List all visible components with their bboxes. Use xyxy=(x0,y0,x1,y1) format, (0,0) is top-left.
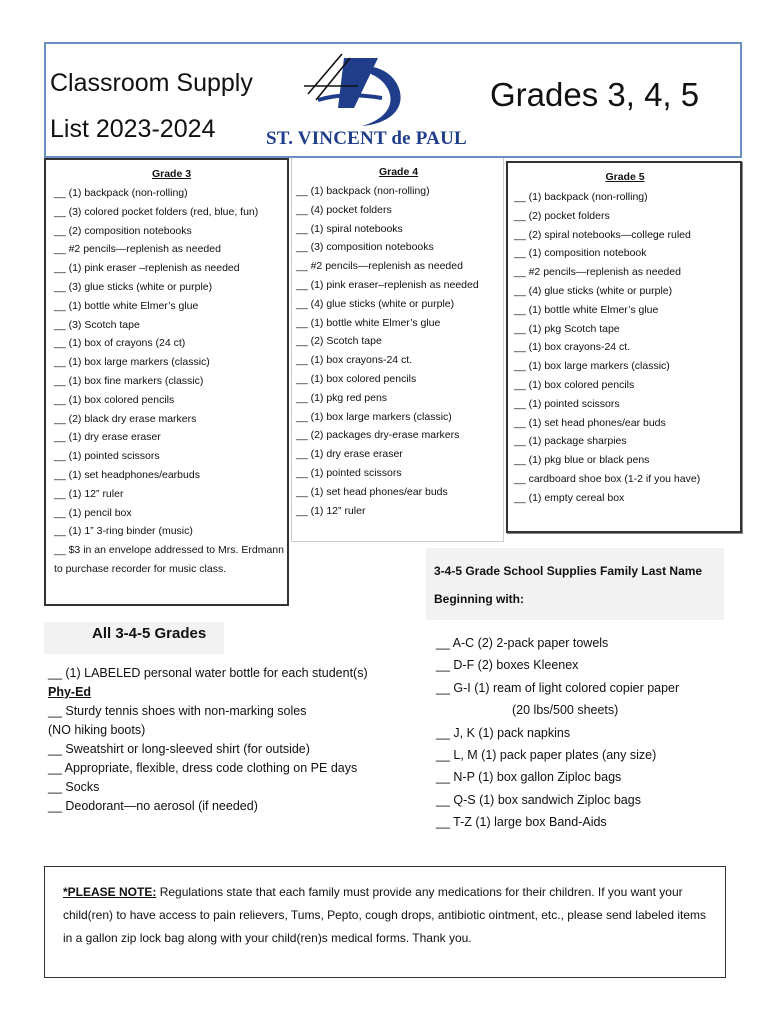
list-item: __ (1) box colored pencils xyxy=(514,378,635,391)
list-item: __ (1) box large markers (classic) xyxy=(296,410,452,423)
list-item: __ $3 in an envelope addressed to Mrs. Erdmann to purchase recorder for music class. xyxy=(54,544,284,575)
list-item: __ #2 pencils—replenish as needed xyxy=(296,260,463,273)
grade5-heading: Grade 5 xyxy=(605,171,645,183)
list-item: __ A-C (2) 2-pack paper towels xyxy=(436,636,609,650)
grades-title: Grades 3, 4, 5 xyxy=(490,76,700,113)
list-item: __ (1) dry erase eraser xyxy=(296,448,403,461)
list-item: __ (2) spiral notebooks—college ruled xyxy=(514,228,691,241)
list-item: __ (1) pink eraser –replenish as needed xyxy=(54,262,240,275)
list-item: __ (1) dry erase eraser xyxy=(54,431,161,444)
list-item: __ (1) LABELED personal water bottle for each student(s) xyxy=(48,666,368,680)
grade4-column xyxy=(291,158,504,542)
list-item: __ (1) bottle white Elmer’s glue xyxy=(296,316,441,329)
list-item: __ (1) pointed scissors xyxy=(54,450,160,463)
list-item: __ (1) set head phones/ear buds xyxy=(296,485,448,498)
medication-note xyxy=(44,866,726,978)
school-logo-icon xyxy=(298,50,428,128)
list-item: __ cardboard shoe box (1-2 if you have) xyxy=(514,472,701,485)
list-item: __ L, M (1) pack paper plates (any size) xyxy=(436,748,657,763)
list-item: __ (1) set head phones/ear buds xyxy=(514,416,666,429)
family-heading-line-2: Beginning with: xyxy=(434,592,524,606)
list-item: __ (1) pointed scissors xyxy=(514,397,620,410)
list-item: __ (3) composition notebooks xyxy=(296,241,434,254)
list-item: __ T-Z (1) large box Band-Aids xyxy=(436,815,607,830)
family-heading xyxy=(434,557,724,613)
note-text: Regulations state that each family must provide any medications for their children. If you want your child(ren) to have access to pain relievers, Tums, Pepto, cough drops, antibiotic ointment, etc., please send labeled items in a gallon zip lock bag along with your child(ren)s medical forms. Thank you. xyxy=(63,885,707,945)
list-item: __ (2) pocket folders xyxy=(514,209,610,222)
all-grades-list xyxy=(48,664,368,816)
family-supply-list xyxy=(436,632,679,834)
list-item: __ (3) colored pocket folders (red, blue, fun) xyxy=(54,205,259,218)
title-line-2: List 2023-2024 xyxy=(50,115,216,143)
phy-ed-heading: Phy-Ed xyxy=(48,685,92,699)
list-item: __ (4) pocket folders xyxy=(296,203,392,216)
list-item: __ (1) box crayons-24 ct. xyxy=(296,354,413,367)
list-item: __ (1) pencil box xyxy=(54,506,132,519)
list-item: __ (1) box large markers (classic) xyxy=(514,360,670,373)
list-item: __ Appropriate, flexible, dress code clothing on PE days xyxy=(48,761,358,775)
grade4-heading: Grade 4 xyxy=(378,166,419,178)
list-item: __ (1) box crayons-24 ct. xyxy=(514,341,631,354)
list-item: __ (1) pink eraser–replenish as needed xyxy=(296,278,479,291)
list-item: __ (1) box colored pencils xyxy=(54,393,175,406)
list-item: __ D-F (2) boxes Kleenex xyxy=(436,658,579,673)
list-item: __ (2) black dry erase markers xyxy=(54,412,197,425)
list-item: __ (1) backpack (non-rolling) xyxy=(54,187,188,199)
list-item: __ Sturdy tennis shoes with non-marking soles xyxy=(48,704,307,718)
list-item: __ #2 pencils—replenish as needed xyxy=(54,243,221,256)
list-item: (20 lbs/500 sheets) xyxy=(512,703,619,718)
list-item: __ (1) box large markers (classic) xyxy=(54,356,210,369)
page-title xyxy=(50,60,280,152)
logo-text: ST. VINCENT de PAUL xyxy=(266,128,467,149)
note-label: *PLEASE NOTE: xyxy=(63,885,157,899)
list-item: __ (1) 1” 3-ring binder (music) xyxy=(54,525,193,538)
list-item: __ (1) pointed scissors xyxy=(296,466,402,479)
title-line-1: Classroom Supply xyxy=(50,69,253,97)
list-item: __ (3) Scotch tape xyxy=(54,318,140,331)
list-item: __ (1) box fine markers (classic) xyxy=(54,374,204,387)
list-item: __ (1) pkg blue or black pens xyxy=(514,454,650,467)
list-item: __ (2) composition notebooks xyxy=(54,224,192,237)
list-item: __ (1) bottle white Elmer’s glue xyxy=(54,299,199,312)
list-item: __ (1) empty cereal box xyxy=(514,491,625,504)
list-item: (NO hiking boots) xyxy=(48,723,146,737)
list-item: __ (1) pkg Scotch tape xyxy=(514,322,620,335)
list-item: __ Socks xyxy=(48,780,100,794)
list-item: __ (1) 12” ruler xyxy=(296,504,366,517)
list-item: __ (1) box colored pencils xyxy=(296,372,417,385)
list-item: __ (1) pkg red pens xyxy=(296,391,388,404)
grade5-column xyxy=(506,161,742,533)
list-item: __ (1) 12” ruler xyxy=(54,487,124,500)
list-item: __ (1) spiral notebooks xyxy=(296,222,403,235)
list-item: __ (2) packages dry-erase markers xyxy=(296,429,460,442)
list-item: __ N-P (1) box gallon Ziploc bags xyxy=(436,770,622,785)
list-item: __ (1) package sharpies xyxy=(514,435,627,448)
list-item: __ (1) box of crayons (24 ct) xyxy=(54,337,186,350)
grade3-column xyxy=(44,158,289,606)
list-item: __ (4) glue sticks (white or purple) xyxy=(296,297,455,310)
list-item: __ (1) backpack (non-rolling) xyxy=(514,191,648,203)
family-heading-line-1: 3-4-5 Grade School Supplies Family Last Name xyxy=(434,564,703,578)
list-item: __ #2 pencils—replenish as needed xyxy=(514,266,681,279)
list-item: __ (4) glue sticks (white or purple) xyxy=(514,284,673,297)
list-item: __ (1) set headphones/earbuds xyxy=(54,468,200,481)
list-item: __ G-I (1) ream of light colored copier paper xyxy=(436,680,680,695)
list-item: __ (3) glue sticks (white or purple) xyxy=(54,280,213,293)
list-item: __ (1) bottle white Elmer’s glue xyxy=(514,303,659,316)
list-item: __ Sweatshirt or long-sleeved shirt (for outside) xyxy=(48,742,310,756)
list-item: __ Q-S (1) box sandwich Ziploc bags xyxy=(436,792,641,807)
grade3-heading: Grade 3 xyxy=(151,168,192,180)
list-item: __ Deodorant—no aerosol (if needed) xyxy=(48,799,258,813)
list-item: __ (2) Scotch tape xyxy=(296,335,382,348)
list-item: __ J, K (1) pack napkins xyxy=(436,725,571,740)
all-grades-heading: All 3-4-5 Grades xyxy=(92,625,207,642)
list-item: __ (1) composition notebook xyxy=(514,247,647,260)
list-item: __ (1) backpack (non-rolling) xyxy=(296,185,430,197)
